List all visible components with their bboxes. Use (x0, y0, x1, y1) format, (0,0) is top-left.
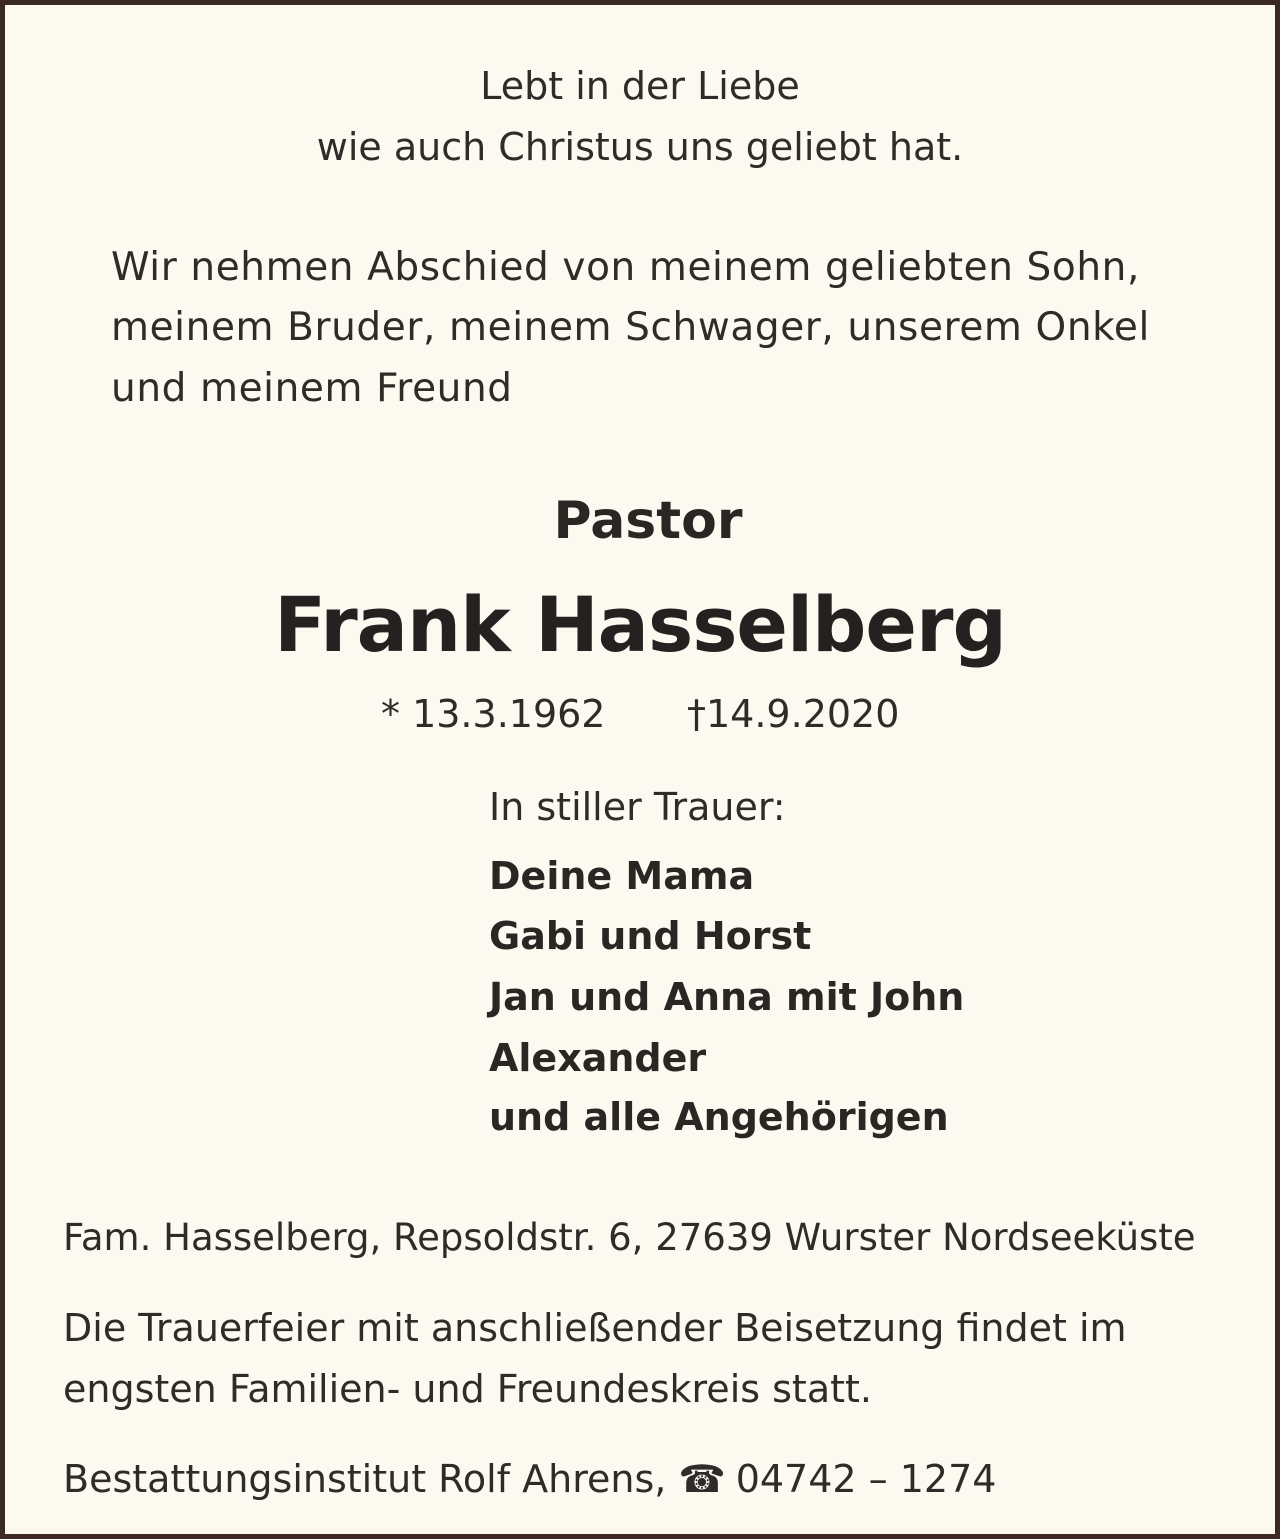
mourner-name: Jan und Anna mit John (489, 975, 965, 1019)
family-address: Fam. Hasselberg, Repsoldstr. 6, 27639 Wurster Nordseeküste (63, 1216, 1196, 1259)
deceased-name: Frank Hasselberg (274, 580, 1006, 669)
intro-line-2: meinem Bruder, meinem Schwager, unserem Onkel (111, 305, 1150, 350)
intro-line-1: Wir nehmen Abschied von meinem geliebten Sohn, (111, 245, 1140, 290)
undertaker-name: Bestattungsinstitut Rolf Ahrens, (63, 1457, 667, 1501)
undertaker-phone: 04742 – 1274 (735, 1457, 997, 1501)
ceremony-line-2: engsten Familien- und Freundeskreis statt. (63, 1367, 872, 1411)
verse-line-1: Lebt in der Liebe (480, 64, 800, 108)
deceased-title: Pastor (553, 491, 743, 551)
mourner-name: Gabi und Horst (489, 914, 812, 958)
birth-date: * 13.3.1962 (381, 692, 606, 736)
undertaker-contact (63, 1457, 997, 1501)
mourner-name: Deine Mama (489, 854, 755, 898)
intro-line-3: und meinem Freund (111, 366, 513, 411)
death-date: †14.9.2020 (687, 692, 900, 736)
ceremony-line-1: Die Trauerfeier mit anschließender Beisetzung findet im (63, 1306, 1127, 1350)
mourner-name: und alle Angehörigen (489, 1095, 949, 1139)
verse-line-2: wie auch Christus uns geliebt hat. (316, 125, 964, 169)
mourner-name: Alexander (489, 1036, 707, 1080)
phone-icon: ☎ (678, 1457, 726, 1501)
mourners-heading: In stiller Trauer: (489, 785, 786, 829)
